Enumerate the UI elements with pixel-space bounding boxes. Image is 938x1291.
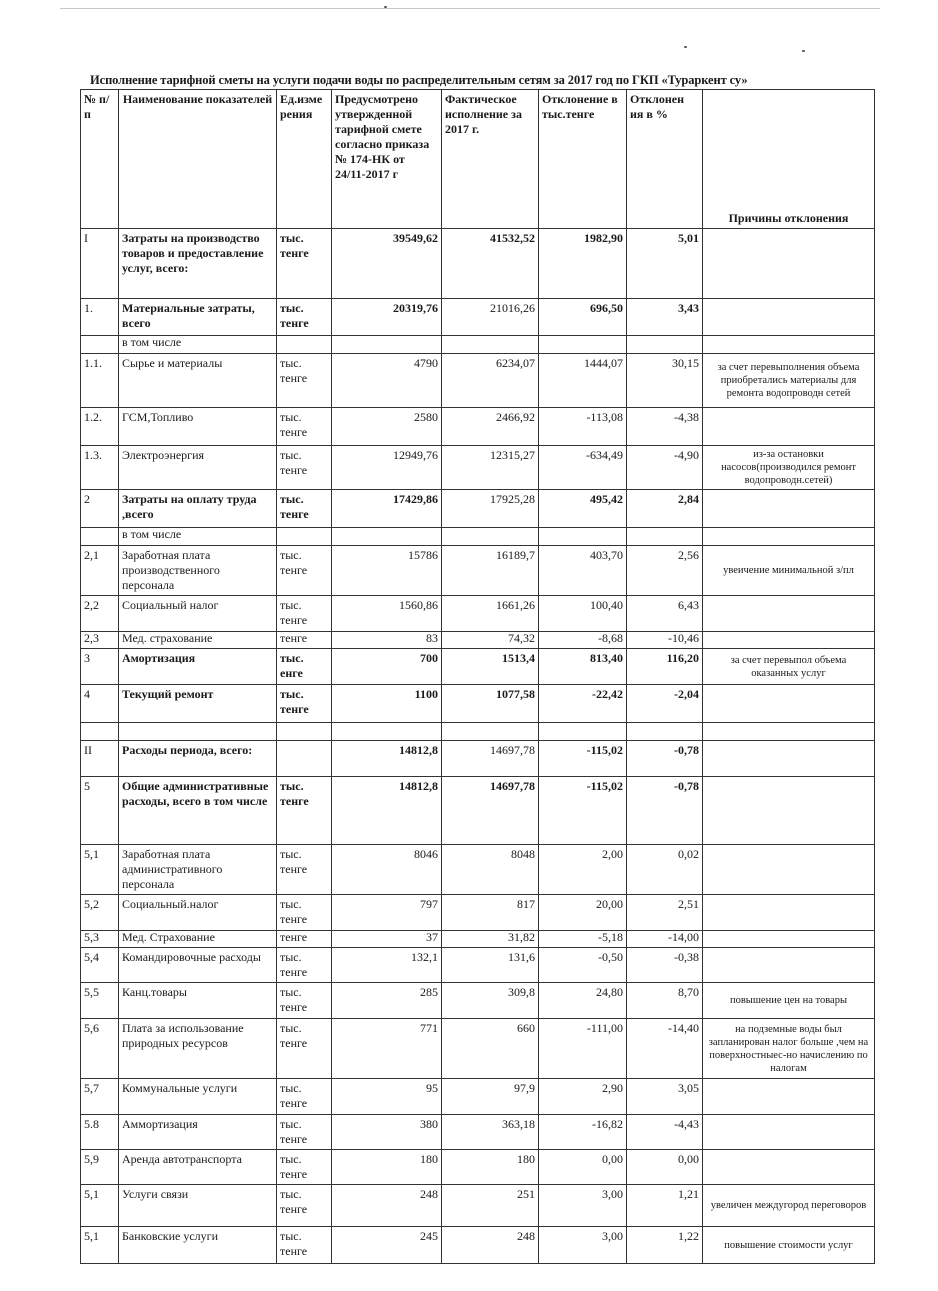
row-planned (332, 336, 442, 354)
row-actual: 817 (442, 895, 539, 931)
row-unit: тыс. тенге (277, 983, 332, 1019)
row-deviation-abs: -113,08 (539, 408, 627, 446)
row-name: Социальный налог (119, 596, 277, 632)
row-num: 4 (81, 685, 119, 723)
row-planned: 2580 (332, 408, 442, 446)
document-title: Исполнение тарифной сметы на услуги подачи воды по распределительным сетям за 2017 год по ГКП «Тураркент су» (90, 73, 748, 87)
row-actual: 1661,26 (442, 596, 539, 632)
row-name: Общие административные расходы, всего в том числе (119, 777, 277, 845)
row-deviation-pct: -0,38 (627, 948, 703, 983)
row-deviation-pct: 1,21 (627, 1185, 703, 1227)
row-unit: тыс. тенге (277, 490, 332, 528)
row-planned (332, 528, 442, 546)
row-num: II (81, 741, 119, 777)
row-name: Банковские услуги (119, 1227, 277, 1264)
row-num (81, 528, 119, 546)
row-reason: на подземные воды был запланирован налог больше ,чем на поверхностныес-но начислению по налогам (703, 1019, 875, 1079)
row-deviation-pct: 30,15 (627, 354, 703, 408)
table-row (81, 336, 875, 354)
row-name: Плата за использование природных ресурсов (119, 1019, 277, 1079)
row-num: 5,1 (81, 845, 119, 895)
row-unit: тенге (277, 632, 332, 649)
row-reason: за счет перевыполнения объема приобретались материалы для ремонта водопроводн сетей (703, 354, 875, 408)
row-deviation-pct: -4,38 (627, 408, 703, 446)
header-deviation-pct: Отклонен ия в % (627, 90, 703, 229)
row-deviation-abs (539, 528, 627, 546)
row-actual (442, 336, 539, 354)
table-row (81, 490, 875, 528)
row-planned: 37 (332, 931, 442, 948)
row-deviation-abs: -5,18 (539, 931, 627, 948)
row-num: 5.8 (81, 1115, 119, 1150)
row-deviation-pct (627, 336, 703, 354)
row-planned: 380 (332, 1115, 442, 1150)
row-deviation-pct: 2,84 (627, 490, 703, 528)
row-deviation-abs: -8,68 (539, 632, 627, 649)
row-num: 2 (81, 490, 119, 528)
row-unit: тыс. тенге (277, 685, 332, 723)
row-num: I (81, 229, 119, 299)
row-unit: тыс. тенге (277, 1150, 332, 1185)
row-deviation-pct: -0,78 (627, 741, 703, 777)
row-deviation-abs: 0,00 (539, 1150, 627, 1185)
row-name: Сырье и материалы (119, 354, 277, 408)
row-num: 1.1. (81, 354, 119, 408)
row-unit: тыс. тенге (277, 1019, 332, 1079)
row-deviation-pct: 2,56 (627, 546, 703, 596)
row-actual: 309,8 (442, 983, 539, 1019)
table-row (81, 1227, 875, 1264)
table-row (81, 546, 875, 596)
row-deviation-pct (627, 528, 703, 546)
row-unit: тыс. тенге (277, 446, 332, 490)
table-row (81, 649, 875, 685)
row-actual (442, 723, 539, 741)
row-deviation-abs: 495,42 (539, 490, 627, 528)
row-reason (703, 777, 875, 845)
row-actual: 74,32 (442, 632, 539, 649)
row-actual: 1077,58 (442, 685, 539, 723)
row-reason: повышение стоимости услуг (703, 1227, 875, 1264)
header-actual: Фактическое исполнение за 2017 г. (442, 90, 539, 229)
row-name: Мед. Страхование (119, 931, 277, 948)
row-deviation-pct: 0,02 (627, 845, 703, 895)
row-unit: тыс. тенге (277, 845, 332, 895)
row-deviation-pct: 3,43 (627, 299, 703, 336)
row-name: Заработная плата производственного персонала (119, 546, 277, 596)
row-reason (703, 1115, 875, 1150)
row-planned: 15786 (332, 546, 442, 596)
row-unit: тенге (277, 931, 332, 948)
row-deviation-abs: 2,00 (539, 845, 627, 895)
row-actual: 2466,92 (442, 408, 539, 446)
row-planned: 1560,86 (332, 596, 442, 632)
row-unit: тыс. тенге (277, 354, 332, 408)
row-deviation-pct: -14,00 (627, 931, 703, 948)
row-reason (703, 299, 875, 336)
row-unit: тыс. енге (277, 649, 332, 685)
row-actual: 12315,27 (442, 446, 539, 490)
row-deviation-pct: 3,05 (627, 1079, 703, 1115)
row-name: Материальные затраты, всего (119, 299, 277, 336)
row-unit (277, 528, 332, 546)
row-name: Электроэнергия (119, 446, 277, 490)
row-actual: 8048 (442, 845, 539, 895)
row-num: 1.2. (81, 408, 119, 446)
header-row (81, 90, 875, 229)
scan-artifact-line (60, 8, 880, 9)
row-unit (277, 336, 332, 354)
row-reason (703, 845, 875, 895)
row-name (119, 723, 277, 741)
tariff-estimate-table (80, 89, 875, 1264)
row-unit: тыс. тенге (277, 1185, 332, 1227)
row-name: Заработная плата административного персонала (119, 845, 277, 895)
header-reason: Причины отклонения (703, 90, 875, 229)
table-row (81, 354, 875, 408)
row-deviation-pct: 5,01 (627, 229, 703, 299)
row-reason (703, 596, 875, 632)
row-unit (277, 741, 332, 777)
row-actual: 97,9 (442, 1079, 539, 1115)
row-name: Аренда автотранспорта (119, 1150, 277, 1185)
row-planned: 8046 (332, 845, 442, 895)
row-deviation-abs: 3,00 (539, 1227, 627, 1264)
row-name: в том числе (119, 336, 277, 354)
row-reason (703, 336, 875, 354)
row-planned: 132,1 (332, 948, 442, 983)
row-num: 2,1 (81, 546, 119, 596)
table-row (81, 408, 875, 446)
table-row (81, 1150, 875, 1185)
table-row (81, 229, 875, 299)
row-actual: 17925,28 (442, 490, 539, 528)
row-deviation-abs: -115,02 (539, 777, 627, 845)
row-reason (703, 931, 875, 948)
row-name: Текущий ремонт (119, 685, 277, 723)
row-deviation-abs: 1444,07 (539, 354, 627, 408)
row-reason (703, 741, 875, 777)
row-planned: 83 (332, 632, 442, 649)
table-row (81, 895, 875, 931)
row-num: 5,6 (81, 1019, 119, 1079)
row-reason (703, 490, 875, 528)
row-actual: 660 (442, 1019, 539, 1079)
row-unit: тыс. тенге (277, 229, 332, 299)
row-planned: 95 (332, 1079, 442, 1115)
header-unit: Ед.изме рения (277, 90, 332, 229)
row-actual: 16189,7 (442, 546, 539, 596)
scan-speck (384, 6, 387, 8)
row-name: ГСМ,Топливо (119, 408, 277, 446)
row-deviation-abs: 696,50 (539, 299, 627, 336)
table-row (81, 299, 875, 336)
row-actual: 131,6 (442, 948, 539, 983)
row-reason: повышение цен на товары (703, 983, 875, 1019)
row-name: Коммунальные услуги (119, 1079, 277, 1115)
row-num (81, 723, 119, 741)
row-deviation-abs: -115,02 (539, 741, 627, 777)
row-reason: увеличен междугород переговоров (703, 1185, 875, 1227)
row-deviation-pct: -14,40 (627, 1019, 703, 1079)
header-deviation-abs: Отклонение в тыс.тенге (539, 90, 627, 229)
row-num: 2,3 (81, 632, 119, 649)
row-reason: из-за остановки насосов(производился ремонт водопроводн.сетей) (703, 446, 875, 490)
row-deviation-abs (539, 336, 627, 354)
row-num: 5 (81, 777, 119, 845)
row-deviation-abs (539, 723, 627, 741)
table-row (81, 685, 875, 723)
table-row (81, 741, 875, 777)
row-actual: 180 (442, 1150, 539, 1185)
table-row (81, 948, 875, 983)
row-deviation-abs: 403,70 (539, 546, 627, 596)
table-row (81, 983, 875, 1019)
row-unit: тыс. тенге (277, 1227, 332, 1264)
row-actual: 251 (442, 1185, 539, 1227)
row-reason (703, 948, 875, 983)
table-row (81, 596, 875, 632)
row-deviation-abs: -16,82 (539, 1115, 627, 1150)
scan-speck (684, 46, 687, 48)
row-planned: 245 (332, 1227, 442, 1264)
row-actual: 41532,52 (442, 229, 539, 299)
row-planned: 14812,8 (332, 741, 442, 777)
row-reason (703, 895, 875, 931)
row-planned: 248 (332, 1185, 442, 1227)
row-deviation-pct: -0,78 (627, 777, 703, 845)
row-reason: за счет перевыпол объема оказанных услуг (703, 649, 875, 685)
scan-speck (802, 50, 805, 52)
row-unit: тыс. тенге (277, 895, 332, 931)
row-planned: 4790 (332, 354, 442, 408)
table-row (81, 1079, 875, 1115)
row-deviation-abs: 20,00 (539, 895, 627, 931)
row-unit: тыс. тенге (277, 596, 332, 632)
row-unit: тыс. тенге (277, 777, 332, 845)
row-deviation-pct: 8,70 (627, 983, 703, 1019)
row-num: 5,2 (81, 895, 119, 931)
table-row (81, 723, 875, 741)
row-name: Затраты на оплату труда ,всего (119, 490, 277, 528)
table-row (81, 446, 875, 490)
row-name: Затраты на производство товаров и предоставление услуг, всего: (119, 229, 277, 299)
row-name: Аммортизация (119, 1115, 277, 1150)
table-row (81, 777, 875, 845)
row-planned: 12949,76 (332, 446, 442, 490)
row-planned: 771 (332, 1019, 442, 1079)
row-deviation-pct: -4,43 (627, 1115, 703, 1150)
row-planned: 39549,62 (332, 229, 442, 299)
row-deviation-abs: -634,49 (539, 446, 627, 490)
row-unit: тыс. тенге (277, 408, 332, 446)
row-deviation-pct: 6,43 (627, 596, 703, 632)
row-deviation-pct: -2,04 (627, 685, 703, 723)
row-actual: 6234,07 (442, 354, 539, 408)
table-row (81, 1185, 875, 1227)
row-planned: 797 (332, 895, 442, 931)
header-planned: Предусмотрено утвержденной тарифной смете согласно приказа № 174-НК от 24/11-2017 г (332, 90, 442, 229)
row-num: 5,3 (81, 931, 119, 948)
row-num: 5,1 (81, 1185, 119, 1227)
row-num (81, 336, 119, 354)
row-reason (703, 632, 875, 649)
row-name: Амортизация (119, 649, 277, 685)
row-planned: 700 (332, 649, 442, 685)
header-num: № п/п (81, 90, 119, 229)
row-deviation-abs: 813,40 (539, 649, 627, 685)
row-name: Расходы периода, всего: (119, 741, 277, 777)
row-num: 1.3. (81, 446, 119, 490)
row-reason (703, 229, 875, 299)
row-planned: 285 (332, 983, 442, 1019)
row-num: 5,5 (81, 983, 119, 1019)
row-num: 5,9 (81, 1150, 119, 1185)
row-deviation-abs: 100,40 (539, 596, 627, 632)
row-actual: 31,82 (442, 931, 539, 948)
row-num: 5,1 (81, 1227, 119, 1264)
row-name: Командировочные расходы (119, 948, 277, 983)
table-row (81, 845, 875, 895)
row-actual: 21016,26 (442, 299, 539, 336)
row-deviation-pct: -10,46 (627, 632, 703, 649)
row-planned: 14812,8 (332, 777, 442, 845)
row-deviation-pct: 0,00 (627, 1150, 703, 1185)
row-deviation-abs: -111,00 (539, 1019, 627, 1079)
table-row (81, 1115, 875, 1150)
table-row (81, 632, 875, 649)
row-name: Социальный.налог (119, 895, 277, 931)
row-reason: увеичение минимальной з/пл (703, 546, 875, 596)
row-name: в том числе (119, 528, 277, 546)
row-num: 2,2 (81, 596, 119, 632)
row-unit: тыс. тенге (277, 1079, 332, 1115)
row-reason (703, 1079, 875, 1115)
row-deviation-abs: 24,80 (539, 983, 627, 1019)
row-deviation-pct (627, 723, 703, 741)
table-row (81, 528, 875, 546)
row-name: Мед. страхование (119, 632, 277, 649)
row-deviation-pct: 1,22 (627, 1227, 703, 1264)
row-planned: 20319,76 (332, 299, 442, 336)
row-actual: 1513,4 (442, 649, 539, 685)
row-num: 1. (81, 299, 119, 336)
row-num: 5,7 (81, 1079, 119, 1115)
row-num: 3 (81, 649, 119, 685)
row-num: 5,4 (81, 948, 119, 983)
row-reason (703, 685, 875, 723)
row-unit: тыс. тенге (277, 948, 332, 983)
row-deviation-abs: 2,90 (539, 1079, 627, 1115)
row-planned (332, 723, 442, 741)
row-actual: 14697,78 (442, 741, 539, 777)
row-reason (703, 1150, 875, 1185)
row-unit: тыс. тенге (277, 299, 332, 336)
row-deviation-pct: 2,51 (627, 895, 703, 931)
row-actual: 248 (442, 1227, 539, 1264)
header-name: Наименование показателей (119, 90, 277, 229)
row-actual (442, 528, 539, 546)
row-planned: 1100 (332, 685, 442, 723)
row-unit: тыс. тенге (277, 1115, 332, 1150)
table-row (81, 1019, 875, 1079)
row-actual: 14697,78 (442, 777, 539, 845)
row-reason (703, 528, 875, 546)
row-reason (703, 723, 875, 741)
row-unit: тыс. тенге (277, 546, 332, 596)
row-deviation-abs: 3,00 (539, 1185, 627, 1227)
row-unit (277, 723, 332, 741)
row-deviation-abs: -22,42 (539, 685, 627, 723)
row-actual: 363,18 (442, 1115, 539, 1150)
row-name: Канц.товары (119, 983, 277, 1019)
row-name: Услуги связи (119, 1185, 277, 1227)
row-deviation-pct: 116,20 (627, 649, 703, 685)
row-deviation-abs: -0,50 (539, 948, 627, 983)
table-row (81, 931, 875, 948)
row-deviation-pct: -4,90 (627, 446, 703, 490)
row-deviation-abs: 1982,90 (539, 229, 627, 299)
row-planned: 180 (332, 1150, 442, 1185)
row-reason (703, 408, 875, 446)
row-planned: 17429,86 (332, 490, 442, 528)
